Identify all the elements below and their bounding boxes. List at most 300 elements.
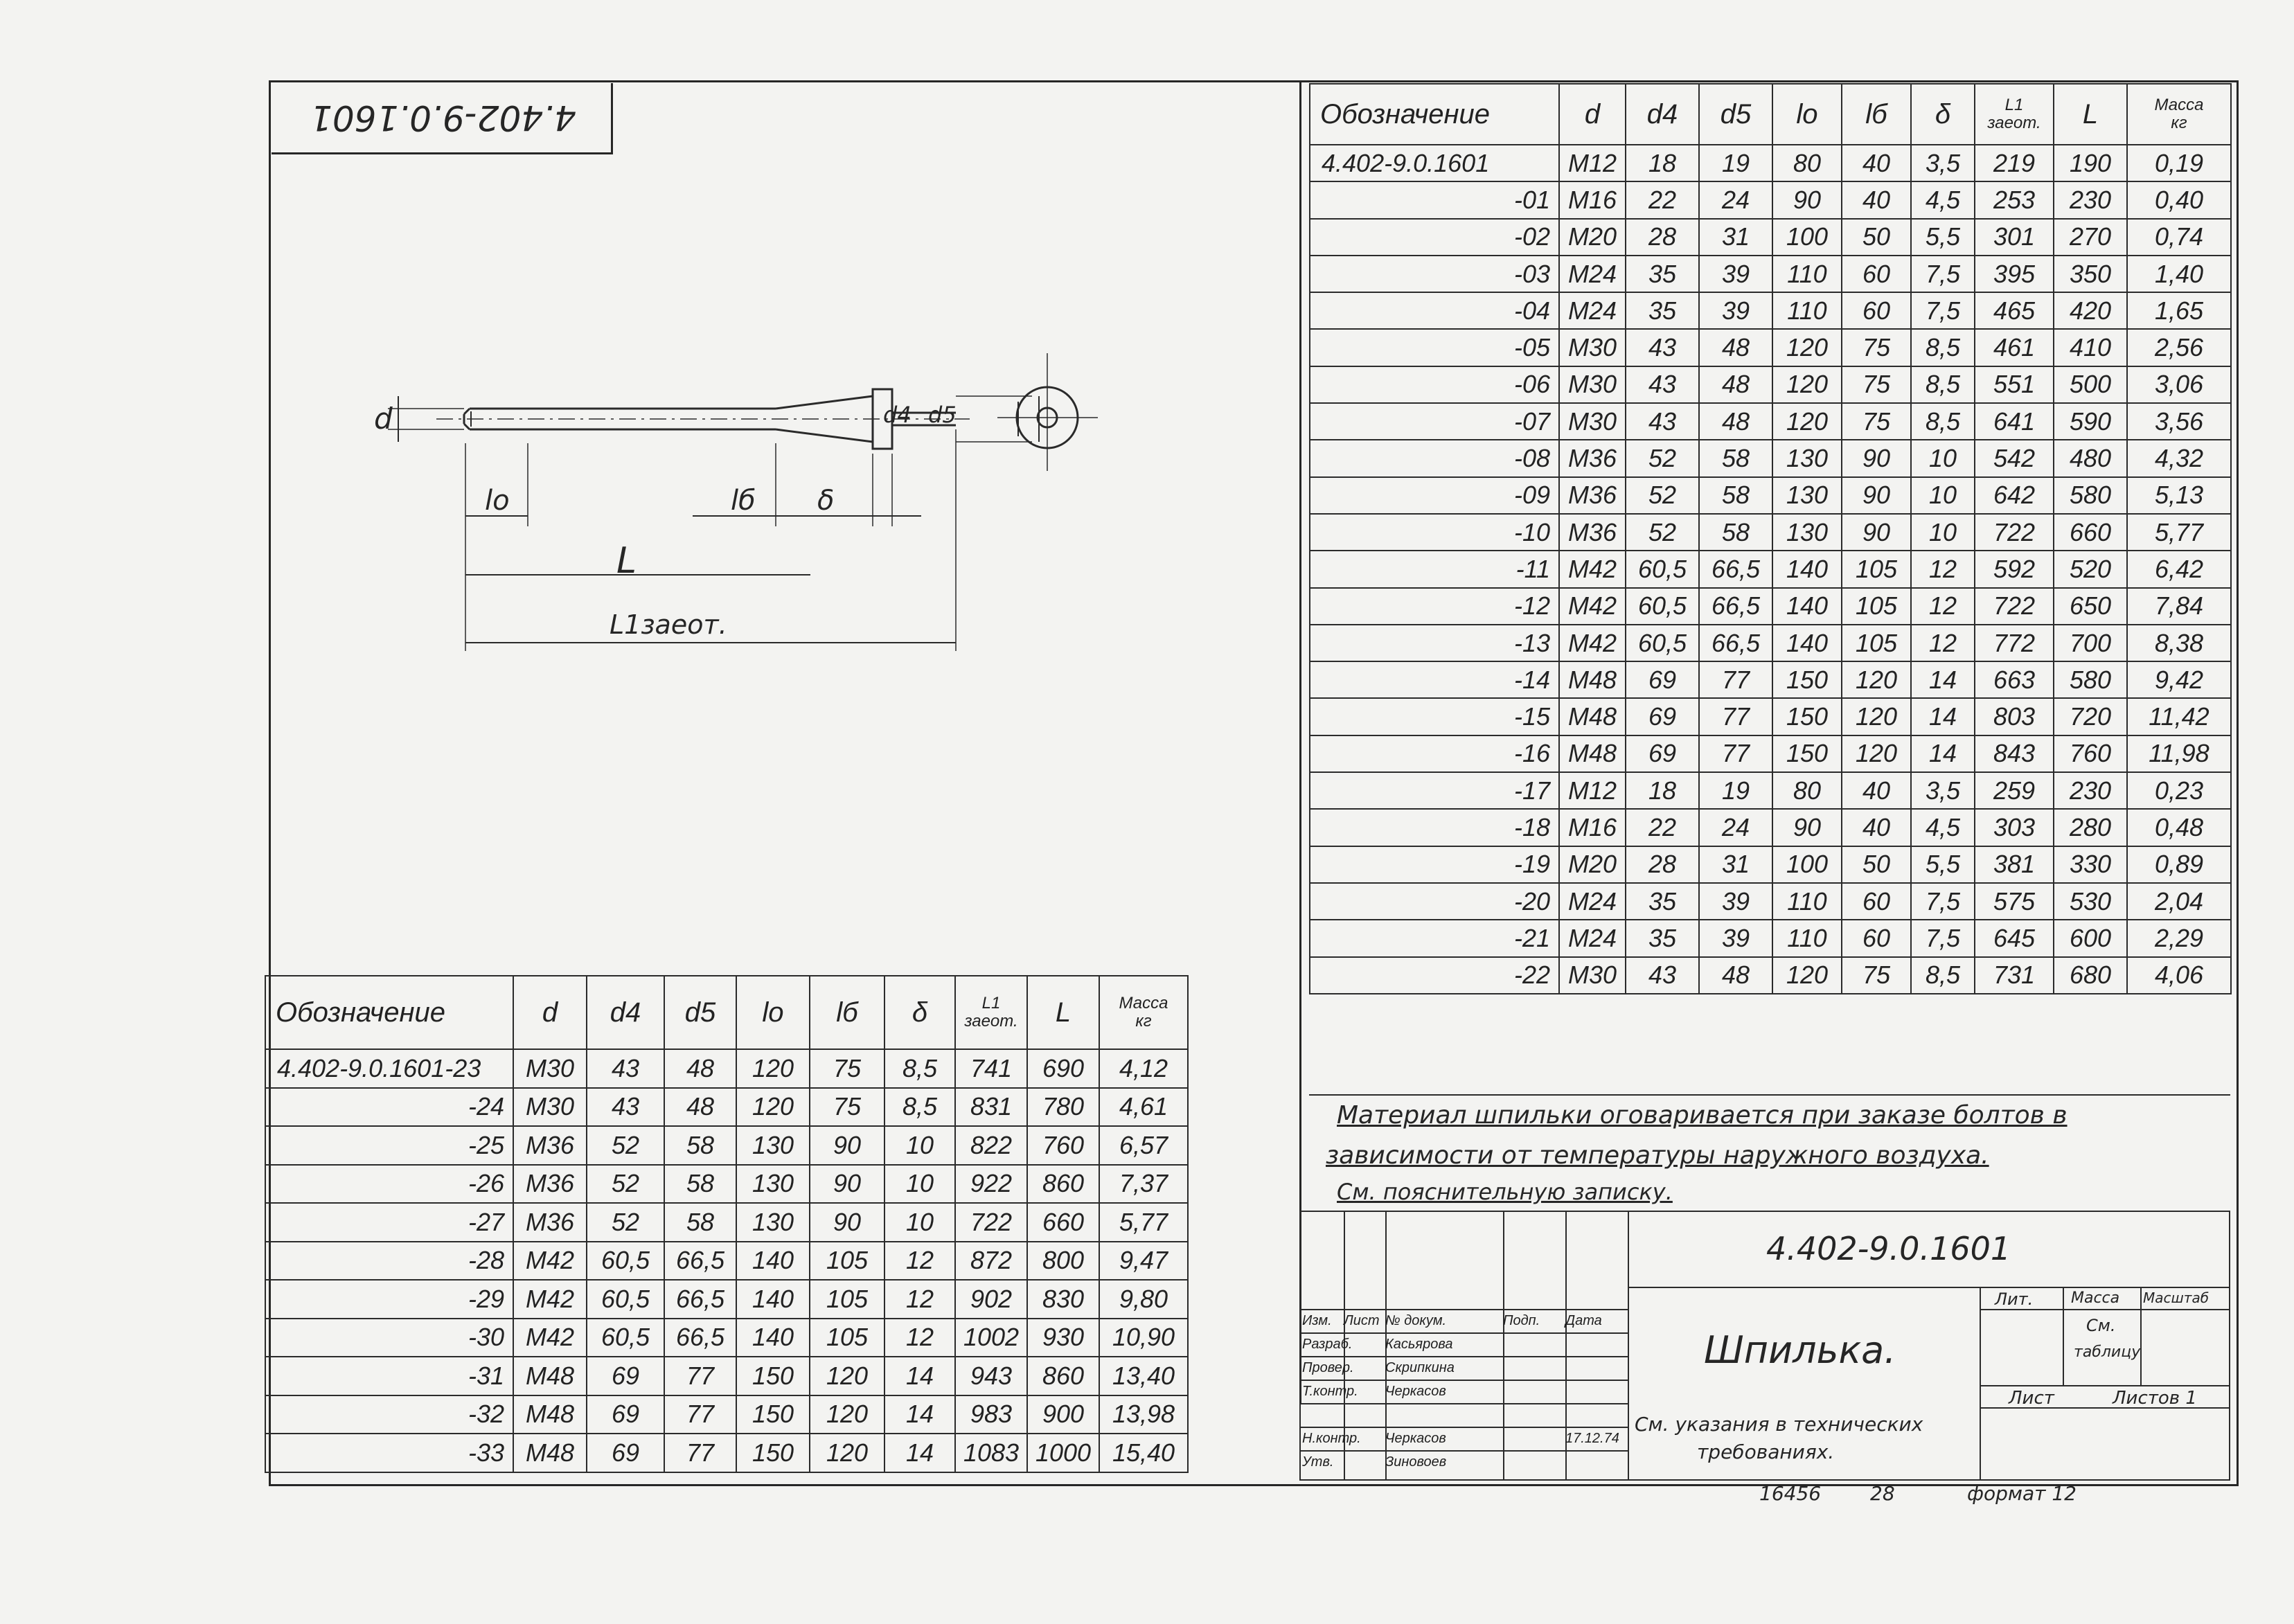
value-cell: 48	[1699, 957, 1772, 994]
signature-row	[1302, 1360, 1503, 1376]
designation-cell: -09	[1310, 477, 1559, 514]
designation-cell: 4.402-9.0.1601-23	[265, 1049, 513, 1088]
designation-cell: -27	[265, 1203, 513, 1242]
value-cell: 22	[1626, 809, 1699, 846]
col-d4: d4	[587, 976, 664, 1049]
value-cell: 420	[2054, 292, 2127, 329]
value-cell: 52	[1626, 514, 1699, 551]
value-cell: 395	[1975, 256, 2054, 292]
table-row	[265, 1126, 1188, 1165]
table-row	[265, 1395, 1188, 1434]
designation-cell: -17	[1310, 772, 1559, 809]
mass-value-2: таблицу	[2074, 1344, 2141, 1361]
value-cell: M42	[1559, 625, 1626, 661]
label-L1: L1заeот.	[610, 609, 727, 640]
value-cell: 77	[664, 1434, 736, 1472]
left-spec-table	[265, 975, 1189, 1473]
sig-role: Провер.	[1302, 1360, 1354, 1375]
designation-cell: -05	[1310, 329, 1559, 366]
value-cell: 15,40	[1099, 1434, 1188, 1472]
value-cell: M30	[1559, 366, 1626, 403]
value-cell: 90	[1772, 809, 1842, 846]
notes-grid	[1309, 1094, 2230, 1213]
value-cell: 120	[810, 1434, 884, 1472]
value-cell: 542	[1975, 440, 2054, 476]
label-lo: lo	[485, 485, 510, 517]
value-cell: 580	[2054, 661, 2127, 698]
value-cell: 130	[736, 1126, 810, 1165]
value-cell: 4,32	[2127, 440, 2231, 476]
value-cell: 303	[1975, 809, 2054, 846]
designation-cell: -01	[1310, 181, 1559, 218]
col-d4: d4	[1626, 84, 1699, 145]
value-cell: 130	[1772, 440, 1842, 476]
col-l1-bottom: заeот.	[964, 1012, 1018, 1030]
label-d5: d5	[928, 402, 957, 428]
footer-number: 16456	[1759, 1482, 1822, 1505]
sig-name: Черкасов	[1385, 1384, 1446, 1399]
value-cell: 4,5	[1911, 181, 1975, 218]
value-cell: 120	[1772, 957, 1842, 994]
tb-split-v	[1628, 1211, 1629, 1481]
value-cell: M36	[1559, 440, 1626, 476]
value-cell: 75	[810, 1088, 884, 1127]
value-cell: 0,48	[2127, 809, 2231, 846]
value-cell: M30	[513, 1088, 587, 1127]
designation-cell: -21	[1310, 920, 1559, 956]
value-cell: 60,5	[587, 1280, 664, 1319]
value-cell: 830	[1027, 1280, 1099, 1319]
value-cell: M24	[1559, 920, 1626, 956]
value-cell: 831	[955, 1088, 1027, 1127]
value-cell: M16	[1559, 809, 1626, 846]
value-cell: 4,06	[2127, 957, 2231, 994]
value-cell: 641	[1975, 403, 2054, 440]
value-cell: 8,5	[1911, 366, 1975, 403]
value-cell: 14	[884, 1395, 955, 1434]
tb-split-h3	[1980, 1309, 2230, 1310]
value-cell: 150	[736, 1357, 810, 1395]
value-cell: 860	[1027, 1165, 1099, 1204]
signature-row	[1302, 1337, 1503, 1353]
value-cell: 660	[2054, 514, 2127, 551]
tb-sig-row-6	[1299, 1450, 1628, 1452]
col-d: d	[513, 976, 587, 1049]
value-cell: 40	[1842, 772, 1911, 809]
value-cell: 58	[664, 1165, 736, 1204]
label-d4: d4	[883, 402, 912, 428]
value-cell: M48	[513, 1434, 587, 1472]
table-row	[1310, 440, 2231, 476]
col-l1	[955, 976, 1027, 1049]
value-cell: 69	[1626, 698, 1699, 735]
value-cell: 9,42	[2127, 661, 2231, 698]
value-cell: 330	[2054, 846, 2127, 883]
sig-role: Т.контр.	[1302, 1384, 1358, 1399]
tb-sig-row-4	[1299, 1403, 1628, 1404]
value-cell: 800	[1027, 1242, 1099, 1281]
col-mass	[1099, 976, 1188, 1049]
value-cell: 10	[884, 1126, 955, 1165]
designation-cell: -07	[1310, 403, 1559, 440]
value-cell: M36	[1559, 477, 1626, 514]
value-cell: 69	[587, 1395, 664, 1434]
sig-name: Черкасов	[1385, 1431, 1446, 1446]
value-cell: 253	[1975, 181, 2054, 218]
value-cell: 2,29	[2127, 920, 2231, 956]
value-cell: 663	[1975, 661, 2054, 698]
value-cell: 12	[884, 1280, 955, 1319]
value-cell: 140	[1772, 625, 1842, 661]
table-row	[1310, 661, 2231, 698]
value-cell: 10	[1911, 514, 1975, 551]
value-cell: 0,40	[2127, 181, 2231, 218]
value-cell: 75	[1842, 366, 1911, 403]
col-L: L	[2054, 84, 2127, 145]
table-row	[1310, 366, 2231, 403]
value-cell: M12	[1559, 772, 1626, 809]
value-cell: 40	[1842, 809, 1911, 846]
col-mass	[2127, 84, 2231, 145]
value-cell: 5,5	[1911, 846, 1975, 883]
table-row	[1310, 883, 2231, 920]
value-cell: 190	[2054, 145, 2127, 181]
value-cell: 60	[1842, 292, 1911, 329]
value-cell: 105	[810, 1280, 884, 1319]
value-cell: 90	[1772, 181, 1842, 218]
value-cell: 39	[1699, 920, 1772, 956]
value-cell: 110	[1772, 256, 1842, 292]
value-cell: 5,77	[2127, 514, 2231, 551]
value-cell: 48	[1699, 403, 1772, 440]
value-cell: 52	[587, 1165, 664, 1204]
value-cell: M42	[513, 1242, 587, 1281]
value-cell: 80	[1772, 772, 1842, 809]
value-cell: 140	[1772, 551, 1842, 587]
value-cell: 40	[1842, 181, 1911, 218]
value-cell: 60	[1842, 920, 1911, 956]
value-cell: 1,40	[2127, 256, 2231, 292]
value-cell: 700	[2054, 625, 2127, 661]
table-row	[1310, 219, 2231, 256]
sig-role: Утв.	[1302, 1454, 1334, 1470]
col-l1-top: L1	[2004, 96, 2024, 114]
table-row	[1310, 292, 2231, 329]
value-cell: 645	[1975, 920, 2054, 956]
value-cell: 1083	[955, 1434, 1027, 1472]
table-row	[1310, 256, 2231, 292]
value-cell: 14	[884, 1357, 955, 1395]
value-cell: 150	[1772, 661, 1842, 698]
value-cell: 28	[1626, 219, 1699, 256]
value-cell: 90	[810, 1203, 884, 1242]
value-cell: 8,5	[1911, 329, 1975, 366]
designation-cell: -15	[1310, 698, 1559, 735]
col-designation: Обозначение	[1310, 84, 1559, 145]
value-cell: 4,5	[1911, 809, 1975, 846]
value-cell: 13,98	[1099, 1395, 1188, 1434]
col-d: d	[1559, 84, 1626, 145]
value-cell: 77	[1699, 661, 1772, 698]
designation-cell: -22	[1310, 957, 1559, 994]
value-cell: 50	[1842, 219, 1911, 256]
table-row	[1310, 846, 2231, 883]
value-cell: 58	[1699, 514, 1772, 551]
table-row	[1310, 477, 2231, 514]
value-cell: 66,5	[1699, 551, 1772, 587]
designation-cell: -11	[1310, 551, 1559, 587]
value-cell: 39	[1699, 292, 1772, 329]
value-cell: 5,77	[1099, 1203, 1188, 1242]
table-row	[1310, 735, 2231, 772]
value-cell: M48	[1559, 735, 1626, 772]
signature-row	[1302, 1384, 1503, 1400]
value-cell: 500	[2054, 366, 2127, 403]
value-cell: 12	[1911, 588, 1975, 625]
value-cell: 722	[1975, 588, 2054, 625]
value-cell: M20	[1559, 846, 1626, 883]
value-cell: 575	[1975, 883, 2054, 920]
value-cell: 18	[1626, 145, 1699, 181]
value-cell: 12	[1911, 551, 1975, 587]
lit-label: Лит.	[1995, 1290, 2034, 1309]
value-cell: 2,56	[2127, 329, 2231, 366]
value-cell: 592	[1975, 551, 2054, 587]
value-cell: 14	[1911, 661, 1975, 698]
value-cell: 90	[810, 1126, 884, 1165]
value-cell: 551	[1975, 366, 2054, 403]
value-cell: 60,5	[587, 1242, 664, 1281]
value-cell: M24	[1559, 883, 1626, 920]
value-cell: 11,42	[2127, 698, 2231, 735]
header-sign: Подп.	[1503, 1313, 1540, 1328]
value-cell: 230	[2054, 181, 2127, 218]
col-designation: Обозначение	[265, 976, 513, 1049]
value-cell: 120	[810, 1395, 884, 1434]
value-cell: 760	[1027, 1126, 1099, 1165]
value-cell: 58	[1699, 477, 1772, 514]
value-cell: 35	[1626, 920, 1699, 956]
note-line-3: См. пояснительную записку.	[1337, 1179, 1673, 1205]
value-cell: 650	[2054, 588, 2127, 625]
value-cell: 100	[1772, 219, 1842, 256]
scale-label: Масштаб	[2143, 1290, 2209, 1306]
value-cell: 280	[2054, 809, 2127, 846]
table-row	[265, 1165, 1188, 1204]
value-cell: 580	[2054, 477, 2127, 514]
value-cell: 58	[664, 1126, 736, 1165]
sig-name: Скрипкина	[1385, 1360, 1455, 1375]
value-cell: 943	[955, 1357, 1027, 1395]
table-row	[1310, 145, 2231, 181]
table-row	[1310, 772, 2231, 809]
value-cell: 140	[1772, 588, 1842, 625]
designation-cell: -18	[1310, 809, 1559, 846]
label-L: L	[616, 540, 637, 582]
table-row	[1310, 403, 2231, 440]
value-cell: 77	[664, 1395, 736, 1434]
designation-cell: -06	[1310, 366, 1559, 403]
value-cell: 410	[2054, 329, 2127, 366]
col-delta: δ	[1911, 84, 1975, 145]
value-cell: 12	[884, 1242, 955, 1281]
value-cell: 60	[1842, 256, 1911, 292]
value-cell: 66,5	[1699, 625, 1772, 661]
value-cell: 1002	[955, 1319, 1027, 1357]
value-cell: M30	[1559, 957, 1626, 994]
col-lo: lo	[736, 976, 810, 1049]
value-cell: 270	[2054, 219, 2127, 256]
value-cell: 6,42	[2127, 551, 2231, 587]
right-spec-table	[1309, 83, 2232, 994]
table-row	[265, 1049, 1188, 1088]
value-cell: M36	[513, 1203, 587, 1242]
label-delta: δ	[817, 485, 835, 517]
label-lb: lб	[731, 485, 756, 517]
sig-name: Зиновоев	[1385, 1454, 1447, 1470]
value-cell: 140	[736, 1242, 810, 1281]
col-mass-bottom: кг	[2171, 114, 2187, 132]
value-cell: 722	[1975, 514, 2054, 551]
value-cell: 760	[2054, 735, 2127, 772]
instruction-line-1: См. указания в технических	[1635, 1413, 1923, 1436]
col-delta: δ	[884, 976, 955, 1049]
designation-cell: -03	[1310, 256, 1559, 292]
value-cell: 14	[1911, 698, 1975, 735]
value-cell: M42	[513, 1319, 587, 1357]
value-cell: 50	[1842, 846, 1911, 883]
designation-cell: -25	[265, 1126, 513, 1165]
value-cell: 7,5	[1911, 256, 1975, 292]
value-cell: 803	[1975, 698, 2054, 735]
value-cell: 150	[1772, 698, 1842, 735]
designation-cell: -31	[265, 1357, 513, 1395]
value-cell: 120	[1842, 735, 1911, 772]
value-cell: 10,90	[1099, 1319, 1188, 1357]
sig-role: Разраб.	[1302, 1337, 1353, 1352]
table-row	[265, 1242, 1188, 1281]
value-cell: M16	[1559, 181, 1626, 218]
value-cell: M48	[513, 1357, 587, 1395]
value-cell: 90	[1842, 477, 1911, 514]
value-cell: 43	[1626, 957, 1699, 994]
value-cell: 80	[1772, 145, 1842, 181]
value-cell: 24	[1699, 809, 1772, 846]
divider-vertical	[1299, 82, 1301, 1403]
tb-sig-row-5	[1299, 1427, 1628, 1428]
tb-split-v2	[1980, 1287, 1981, 1481]
value-cell: M36	[1559, 514, 1626, 551]
value-cell: 8,38	[2127, 625, 2231, 661]
designation-cell: -32	[265, 1395, 513, 1434]
value-cell: 872	[955, 1242, 1027, 1281]
sig-role: Н.контр.	[1302, 1431, 1361, 1446]
value-cell: M48	[513, 1395, 587, 1434]
value-cell: 60,5	[1626, 625, 1699, 661]
value-cell: 39	[1699, 256, 1772, 292]
value-cell: 680	[2054, 957, 2127, 994]
value-cell: 8,5	[1911, 403, 1975, 440]
value-cell: 983	[955, 1395, 1027, 1434]
value-cell: M24	[1559, 256, 1626, 292]
value-cell: 12	[1911, 625, 1975, 661]
designation-cell: -28	[265, 1242, 513, 1281]
value-cell: 43	[587, 1088, 664, 1127]
value-cell: 10	[1911, 440, 1975, 476]
value-cell: 35	[1626, 292, 1699, 329]
designation-cell: -26	[265, 1165, 513, 1204]
value-cell: 741	[955, 1049, 1027, 1088]
designation-cell: -30	[265, 1319, 513, 1357]
value-cell: 150	[1772, 735, 1842, 772]
value-cell: 900	[1027, 1395, 1099, 1434]
value-cell: 7,37	[1099, 1165, 1188, 1204]
value-cell: 480	[2054, 440, 2127, 476]
value-cell: 14	[884, 1434, 955, 1472]
value-cell: 930	[1027, 1319, 1099, 1357]
table-row	[1310, 809, 2231, 846]
table-row	[265, 1203, 1188, 1242]
value-cell: 110	[1772, 920, 1842, 956]
value-cell: 130	[736, 1165, 810, 1204]
value-cell: 4,12	[1099, 1049, 1188, 1088]
value-cell: 28	[1626, 846, 1699, 883]
footer-page: 28	[1870, 1482, 1895, 1505]
header-izm: Изм.	[1302, 1313, 1332, 1328]
value-cell: M24	[1559, 292, 1626, 329]
table-row	[265, 1319, 1188, 1357]
value-cell: 105	[1842, 625, 1911, 661]
sheet-label: Лист	[2009, 1388, 2054, 1409]
value-cell: 3,5	[1911, 772, 1975, 809]
value-cell: 8,5	[1911, 957, 1975, 994]
tb-split-h5	[1299, 1309, 1628, 1310]
col-lb: lб	[810, 976, 884, 1049]
designation-cell: -10	[1310, 514, 1559, 551]
value-cell: 3,56	[2127, 403, 2231, 440]
table-row	[265, 1088, 1188, 1127]
value-cell: 58	[1699, 440, 1772, 476]
value-cell: 120	[1842, 661, 1911, 698]
value-cell: 69	[1626, 661, 1699, 698]
value-cell: M30	[513, 1049, 587, 1088]
col-lo: lo	[1772, 84, 1842, 145]
value-cell: 1,65	[2127, 292, 2231, 329]
designation-cell: -13	[1310, 625, 1559, 661]
value-cell: 66,5	[1699, 588, 1772, 625]
value-cell: 7,5	[1911, 920, 1975, 956]
signature-row	[1302, 1431, 1628, 1447]
value-cell: 12	[884, 1319, 955, 1357]
value-cell: 120	[1772, 403, 1842, 440]
value-cell: 4,61	[1099, 1088, 1188, 1127]
value-cell: 19	[1699, 145, 1772, 181]
signature-header	[1302, 1313, 1621, 1329]
doc-number: 4.402-9.0.1601	[1766, 1230, 2011, 1267]
value-cell: 465	[1975, 292, 2054, 329]
col-lb: lб	[1842, 84, 1911, 145]
value-cell: 10	[884, 1165, 955, 1204]
value-cell: 110	[1772, 292, 1842, 329]
value-cell: 43	[1626, 366, 1699, 403]
mass-label: Масса	[2071, 1290, 2120, 1307]
value-cell: 60,5	[1626, 551, 1699, 587]
value-cell: 9,80	[1099, 1280, 1188, 1319]
stamp-code: 4.402-9.0.1601	[310, 98, 576, 138]
value-cell: 530	[2054, 883, 2127, 920]
value-cell: 14	[1911, 735, 1975, 772]
value-cell: 7,5	[1911, 292, 1975, 329]
